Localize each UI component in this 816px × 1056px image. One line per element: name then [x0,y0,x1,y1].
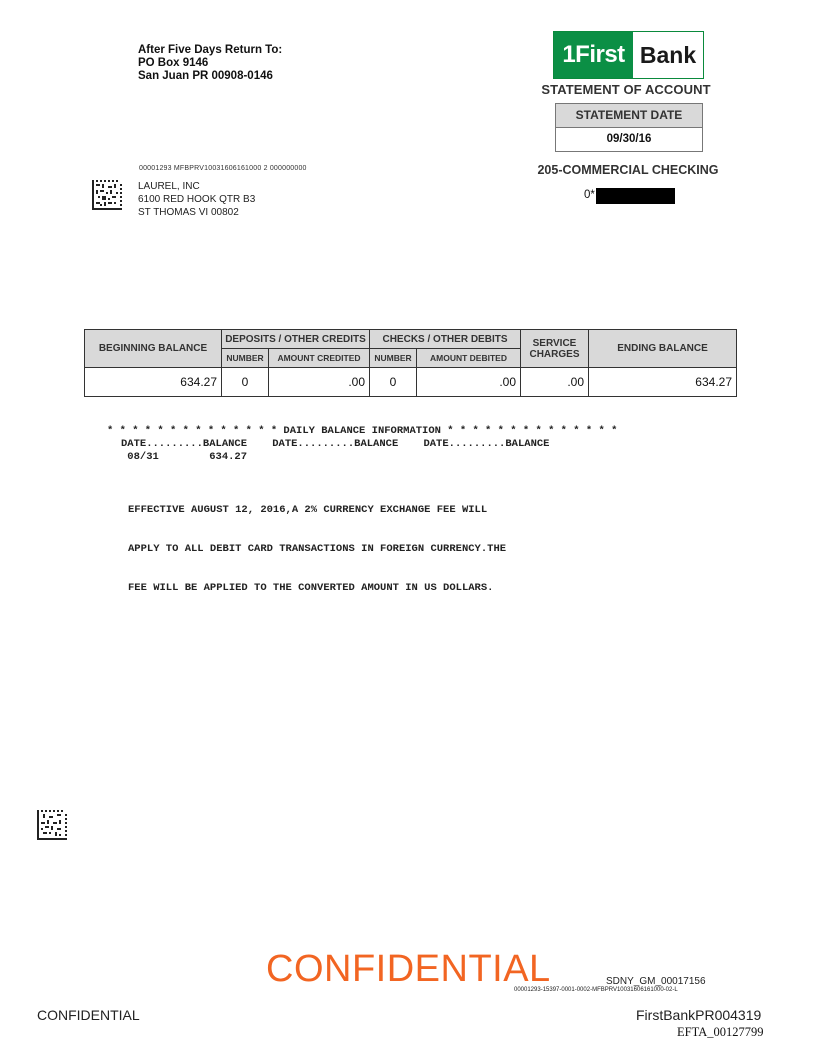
bank-logo [553,31,704,79]
daily-balance-heading: * * * * * * * * * * * * * * DAILY BALANCE INFORMATION * * * * * * * * * * * * * * [107,425,618,437]
checks-number-value: 0 [370,368,417,397]
account-type: 205-COMMERCIAL CHECKING [537,163,719,177]
redaction-bar [596,188,675,204]
customer-city: ST THOMAS VI 00802 [138,207,239,218]
confidential-label: CONFIDENTIAL [37,1007,140,1023]
header-deposits: DEPOSITS / OTHER CREDITS [222,330,370,349]
statement-date-box [555,103,703,152]
datamatrix-code-icon [92,180,122,210]
logo-bank-text: Bank [639,42,697,68]
efta-number: EFTA_00127799 [677,1025,764,1039]
beginning-balance-value: 634.27 [85,368,222,397]
return-address [138,44,282,83]
account-number: 0* [584,189,595,201]
scanline-code: 00001293 MFBPRV10031606161000 2 000000000 [139,165,307,172]
daily-balance-columns: DATE.........BALANCE DATE.........BALANCE DATE.........BALANCE [121,438,550,450]
customer-street: 6100 RED HOOK QTR B3 [138,194,256,205]
deposits-number-value: 0 [222,368,269,397]
bates-number: FirstBankPR004319 [636,1007,762,1023]
fee-notice-line2: APPLY TO ALL DEBIT CARD TRANSACTIONS IN FOREIGN CURRENCY.THE [128,543,507,555]
sdny-document-code: 00001293-15397-0001-0002-MFBPRV10031606161000-02-L [514,987,678,993]
header-ending-balance: ENDING BALANCE [589,330,737,368]
header-service-charges: SERVICE CHARGES [521,330,589,368]
fee-notice-line3: FEE WILL BE APPLIED TO THE CONVERTED AMOUNT IN US DOLLARS. [128,582,494,594]
amount-debited-value: .00 [417,368,521,397]
header-checks: CHECKS / OTHER DEBITS [370,330,521,349]
return-address-line1: PO Box 9146 [138,57,209,69]
header-amount-credited: AMOUNT CREDITED [269,349,370,368]
amount-credited-value: .00 [269,368,370,397]
customer-address [138,180,255,219]
logo-first-text: 1First [554,32,633,78]
fee-notice [128,478,506,608]
header-deposits-number: NUMBER [222,349,269,368]
service-charges-value: .00 [521,368,589,397]
header-beginning-balance: BEGINNING BALANCE [85,330,222,368]
account-summary-table [84,329,737,397]
sdny-identifier: SDNY_GM_00017156 [606,976,706,987]
customer-name: LAUREL, INC [138,181,200,192]
header-amount-debited: AMOUNT DEBITED [417,349,521,368]
confidential-stamp: CONFIDENTIAL [266,948,551,990]
statement-date-value: 09/30/16 [606,133,652,145]
header-checks-number: NUMBER [370,349,417,368]
statement-title: STATEMENT OF ACCOUNT [541,82,711,97]
statement-date-label: STATEMENT DATE [556,104,702,128]
return-address-heading: After Five Days Return To: [138,44,283,56]
ending-balance-value: 634.27 [589,368,737,397]
daily-balance-row: 08/31 634.27 [121,451,248,463]
return-address-line2: San Juan PR 00908-0146 [138,70,273,82]
datamatrix-code-icon [37,810,67,840]
fee-notice-line1: EFFECTIVE AUGUST 12, 2016,A 2% CURRENCY EXCHANGE FEE WILL [128,504,488,516]
